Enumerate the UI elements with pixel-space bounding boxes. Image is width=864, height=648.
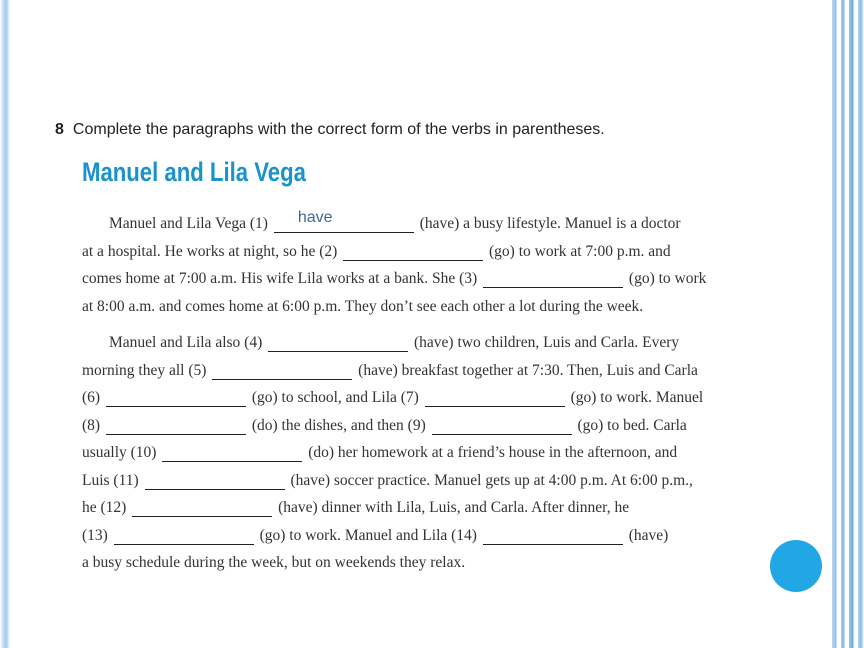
instruction-text: Complete the paragraphs with the correct form of the verbs in parentheses.: [72, 121, 605, 138]
blue-circle-button[interactable]: [770, 540, 822, 592]
line-text: Manuel and Lila Vega (1): [109, 215, 268, 232]
line-text: (have): [628, 526, 669, 544]
line-text: (go) to school, and Lila (7): [251, 389, 419, 406]
line-text: (go) to work: [628, 270, 707, 287]
text-line: [82, 384, 762, 412]
answer-blank-5[interactable]: [212, 359, 352, 380]
line-text: at a hospital. He works at night, so he (2): [82, 242, 338, 260]
text-line: [82, 522, 762, 550]
text-line: [82, 238, 762, 266]
handwritten-answer: have: [297, 208, 333, 226]
line-text: (6): [82, 389, 101, 406]
line-text: Manuel and Lila also (4): [109, 334, 263, 351]
line-text: (go) to work. Manuel and Lila (14): [259, 526, 477, 544]
answer-blank-10[interactable]: [162, 441, 302, 462]
line-text: (have) two children, Luis and Carla. Every: [413, 334, 680, 351]
line-text: (do) the dishes, and then (9): [251, 416, 426, 434]
text-line: [82, 357, 762, 385]
line-text: (have) a busy lifestyle. Manuel is a doctor: [419, 215, 681, 232]
line-text: (go) to work at 7:00 p.m. and: [489, 242, 671, 260]
line-text: at 8:00 a.m. and comes home at 6:00 p.m. They don’t see each other a lot during the week.: [82, 297, 644, 315]
text-line: [82, 412, 762, 440]
line-text: he (12): [82, 499, 127, 516]
story-heading: Manuel and Lila Vega: [82, 157, 306, 187]
line-text: (have) soccer practice. Manuel gets up at 4:00 p.m. At 6:00 p.m.,: [290, 471, 693, 489]
answer-blank-3[interactable]: [483, 267, 623, 288]
text-line: [82, 329, 762, 357]
left-frame-border: [0, 0, 10, 648]
answer-blank-14[interactable]: [483, 524, 623, 545]
answer-blank-8[interactable]: [106, 414, 246, 435]
line-text: comes home at 7:00 a.m. His wife Lila works at a bank. She (3): [82, 270, 478, 287]
answer-blank-11[interactable]: [145, 469, 285, 490]
exercise-instruction: [55, 121, 755, 139]
line-text: (have) breakfast together at 7:30. Then, Luis and Carla: [358, 361, 698, 379]
text-line: [82, 293, 762, 321]
text-line: [82, 494, 762, 522]
line-text: usually (10): [82, 444, 157, 461]
answer-blank-13[interactable]: [114, 524, 254, 545]
text-line: [82, 549, 762, 577]
line-text: (go) to work. Manuel: [570, 389, 704, 406]
text-line: [82, 210, 762, 238]
exercise-number: 8: [55, 121, 64, 138]
line-text: morning they all (5): [82, 361, 207, 379]
right-frame-border: [824, 0, 864, 648]
answer-blank-1[interactable]: [274, 208, 414, 233]
text-line: [82, 439, 762, 467]
answer-blank-6[interactable]: [106, 386, 246, 407]
story-text: [82, 210, 762, 577]
line-text: (go) to bed. Carla: [577, 416, 687, 434]
text-line: [82, 467, 762, 495]
answer-blank-9[interactable]: [432, 414, 572, 435]
answer-blank-2[interactable]: [343, 240, 483, 261]
line-text: (do) her homework at a friend’s house in the afternoon, and: [308, 444, 678, 461]
line-text: (8): [82, 416, 101, 434]
answer-blank-12[interactable]: [132, 496, 272, 517]
line-text: Luis (11): [82, 471, 139, 489]
text-line: [82, 265, 762, 293]
line-text: (13): [82, 526, 108, 544]
answer-blank-4[interactable]: [268, 331, 408, 352]
line-text: a busy schedule during the week, but on weekends they relax.: [82, 554, 466, 571]
answer-blank-7[interactable]: [425, 386, 565, 407]
line-text: (have) dinner with Lila, Luis, and Carla. After dinner, he: [278, 499, 630, 516]
